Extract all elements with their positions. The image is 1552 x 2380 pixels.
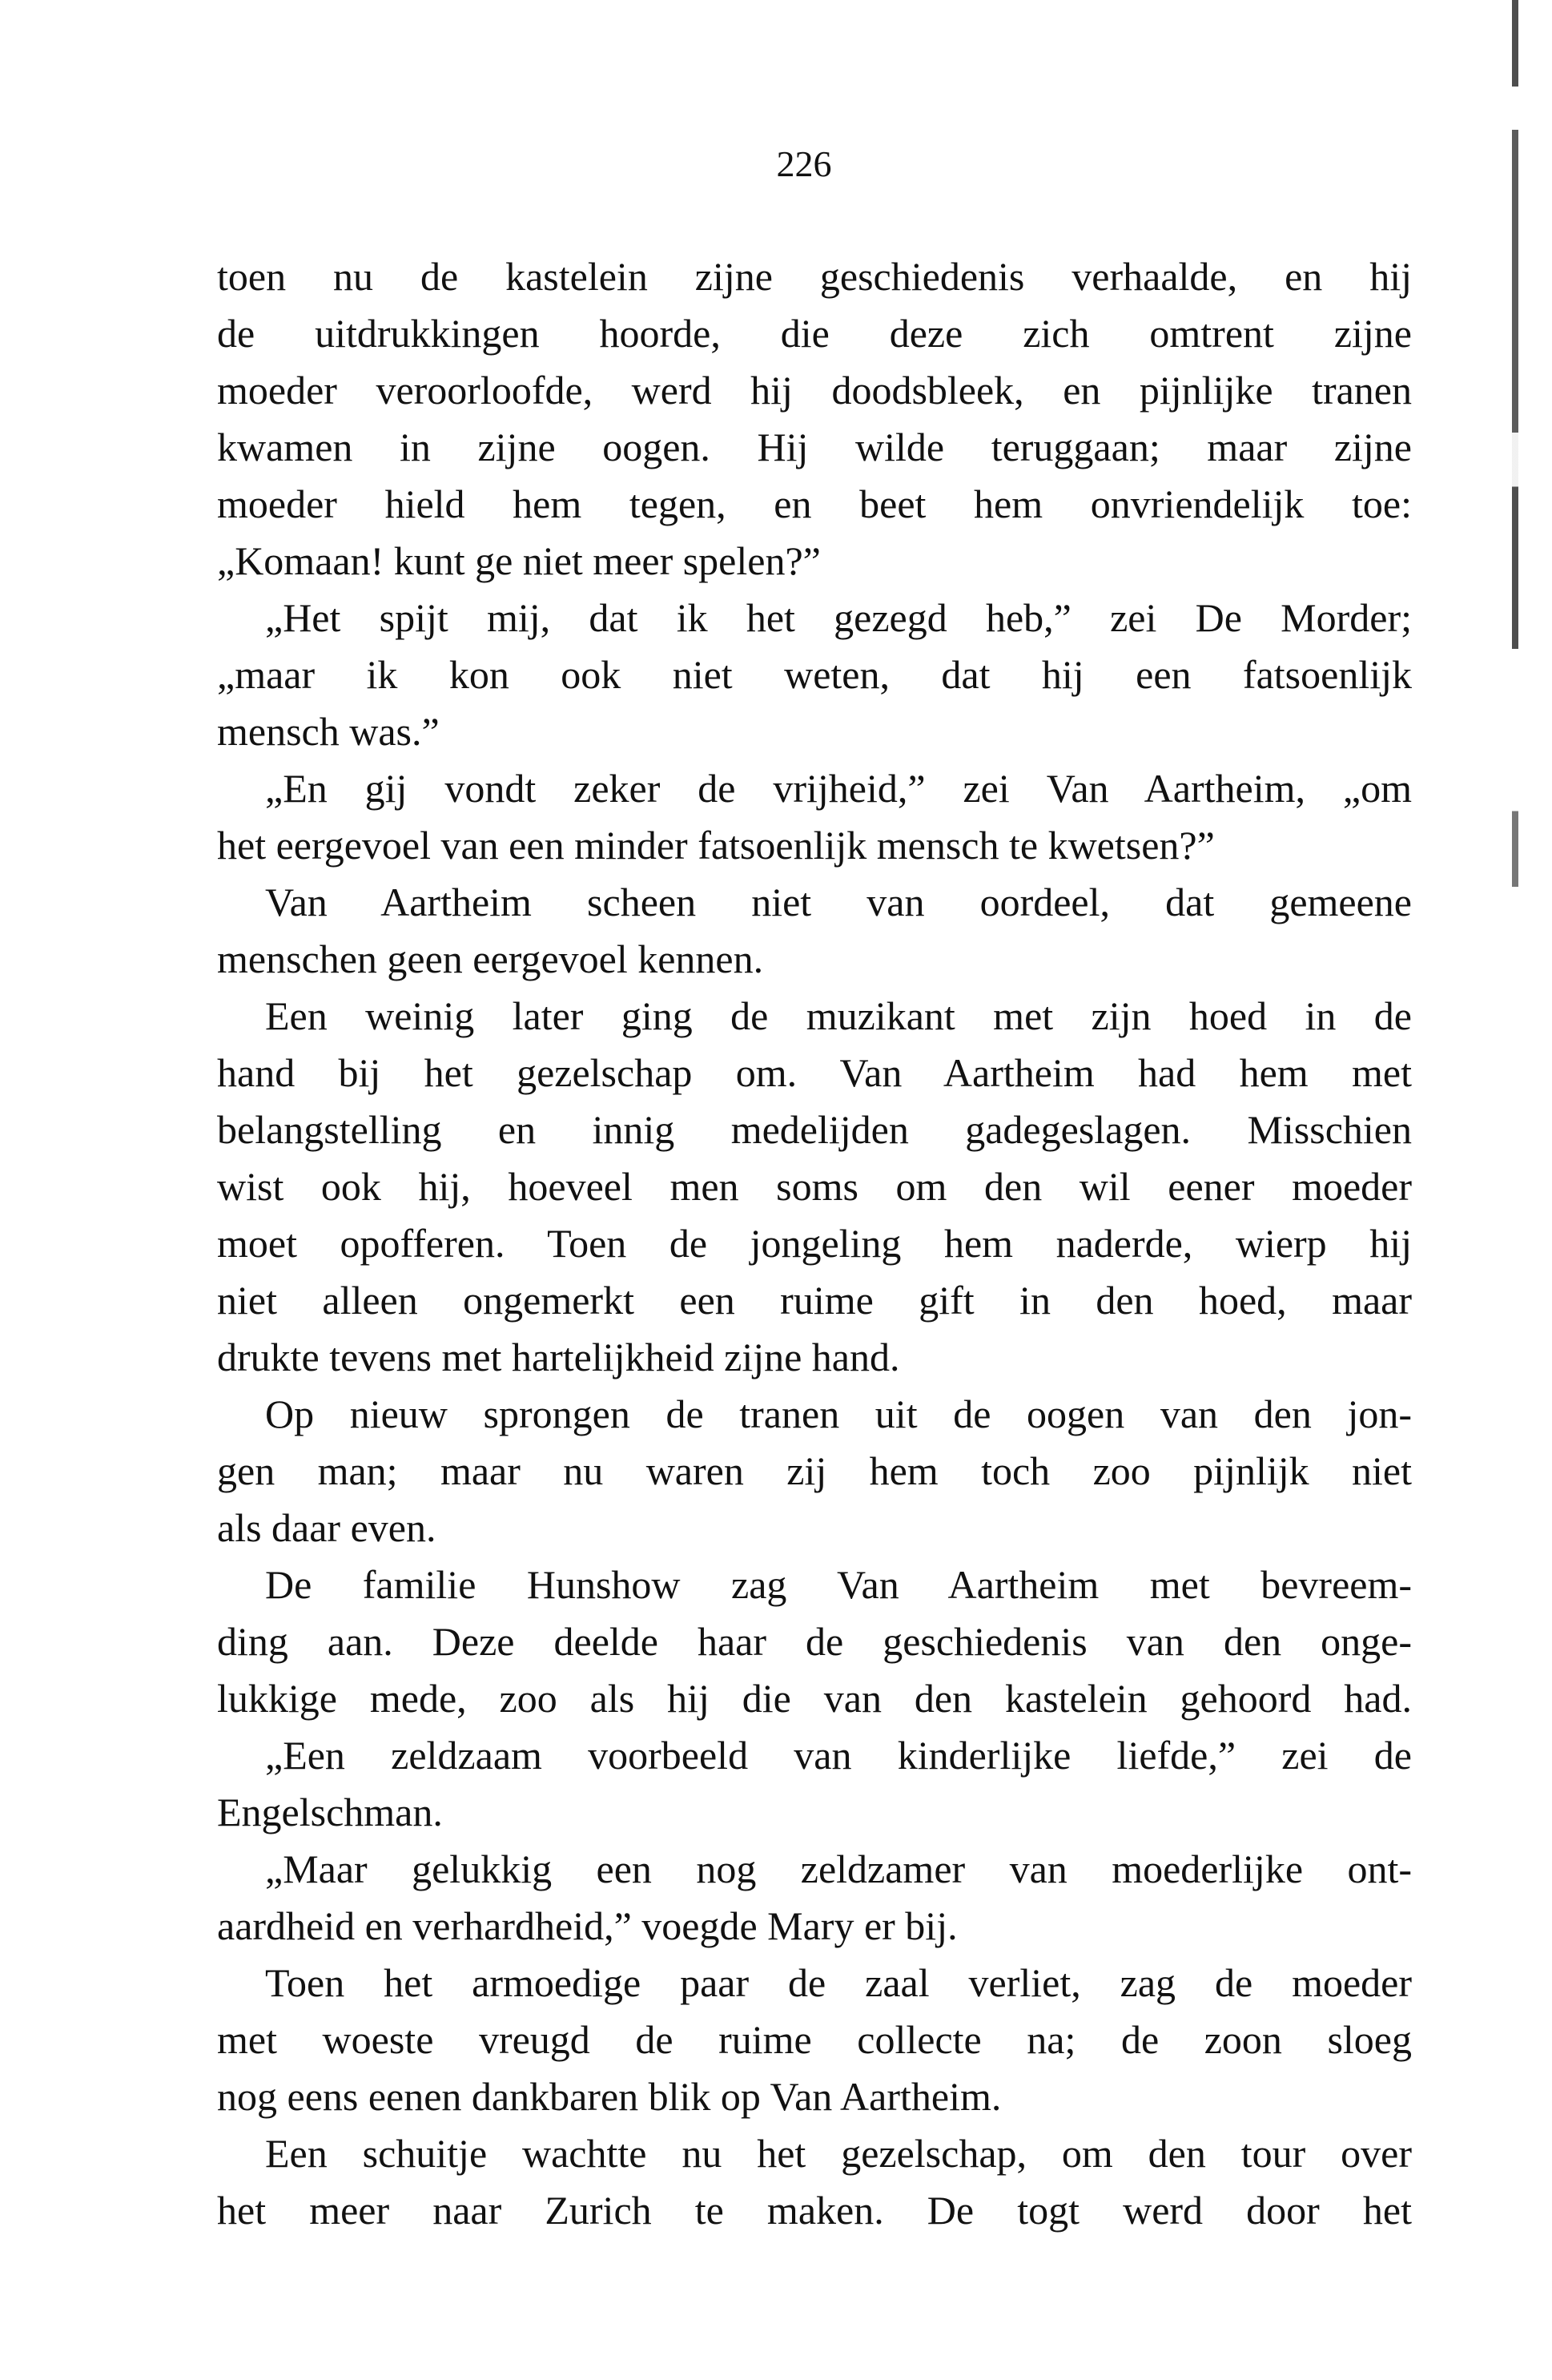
text-line: De familie Hunshow zag Van Aartheim met bevreem- — [265, 1562, 1412, 1607]
text-line: kwamen in zijne oogen. Hij wilde teruggaan; maar zijne — [217, 425, 1412, 469]
text-line: toen nu de kastelein zijne geschiedenis verhaalde, en hij — [217, 254, 1412, 299]
text-line: moeder hield hem tegen, en beet hem onvriendelijk toe: — [217, 481, 1412, 526]
text-line: „Het spijt mij, dat ik het gezegd heb,” zei De Morder; — [265, 595, 1412, 640]
text-line: de uitdrukkingen hoorde, die deze zich omtrent zijne — [217, 311, 1412, 356]
page-number: 226 — [776, 143, 832, 184]
text-line: moet opofferen. Toen de jongeling hem naderde, wierp hij — [217, 1221, 1412, 1266]
text-line: Engelschman. — [217, 1790, 443, 1834]
text-line: „Komaan! kunt ge niet meer spelen?” — [217, 538, 821, 583]
text-line: wist ook hij, hoeveel men soms om den wil eener moeder — [217, 1164, 1412, 1209]
text-line: Op nieuw sprongen de tranen uit de oogen van den jon- — [265, 1391, 1412, 1436]
text-line: „Een zeldzaam voorbeeld van kinderlijke liefde,” zei de — [265, 1733, 1412, 1778]
text-line: aardheid en verhardheid,” voegde Mary er bij. — [217, 1903, 958, 1948]
text-line: hand bij het gezelschap om. Van Aartheim had hem met — [217, 1050, 1412, 1095]
text-line: lukkige mede, zoo als hij die van den kastelein gehoord had. — [217, 1676, 1412, 1721]
text-line: menschen geen eergevoel kennen. — [217, 936, 764, 981]
text-line: Een weinig later ging de muzikant met zijn hoed in de — [265, 993, 1412, 1038]
text-line: met woeste vreugd de ruime collecte na; de zoon sloeg — [217, 2017, 1412, 2062]
text-line: Van Aartheim scheen niet van oordeel, dat gemeene — [265, 880, 1412, 924]
body-text — [217, 248, 1412, 2239]
text-line: „Maar gelukkig een nog zeldzamer van moederlijke ont- — [265, 1846, 1412, 1891]
text-line: „En gij vondt zeker de vrijheid,” zei Van Aartheim, „om — [265, 766, 1412, 811]
text-line: drukte tevens met hartelijkheid zijne hand. — [217, 1335, 900, 1379]
text-line: het eergevoel van een minder fatsoenlijk mensch te kwetsen?” — [217, 823, 1215, 868]
text-line: Toen het armoedige paar de zaal verliet, zag de moeder — [265, 1960, 1412, 2005]
text-line: gen man; maar nu waren zij hem toch zoo pijnlijk niet — [217, 1448, 1412, 1493]
scan-edge-artifact — [1512, 0, 1518, 1081]
text-line: „maar ik kon ook niet weten, dat hij een fatsoenlijk — [217, 652, 1412, 697]
text-line: als daar even. — [217, 1505, 436, 1550]
text-line: mensch was.” — [217, 709, 440, 754]
text-line: moeder veroorloofde, werd hij doodsbleek, en pijnlijke tranen — [217, 368, 1412, 413]
text-line: niet alleen ongemerkt een ruime gift in den hoed, maar — [217, 1278, 1412, 1323]
text-line: het meer naar Zurich te maken. De togt werd door het — [217, 2188, 1412, 2233]
text-line: Een schuitje wachtte nu het gezelschap, om den tour over — [265, 2131, 1412, 2176]
text-line: nog eens eenen dankbaren blik op Van Aartheim. — [217, 2074, 1002, 2119]
text-line: belangstelling en innig medelijden gadegeslagen. Misschien — [217, 1107, 1412, 1152]
text-line: ding aan. Deze deelde haar de geschiedenis van den onge- — [217, 1619, 1412, 1664]
